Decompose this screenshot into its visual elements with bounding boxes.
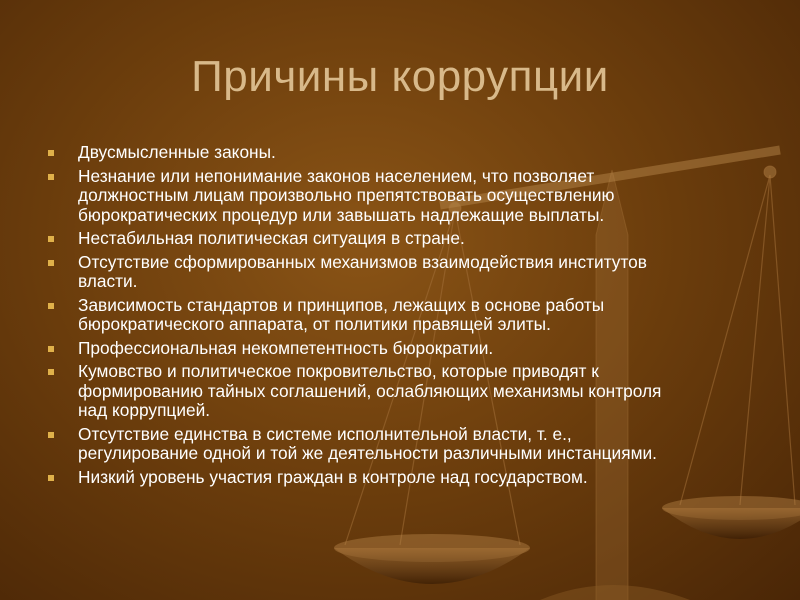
cause-item <box>48 468 760 488</box>
cause-text-line: Профессиональная некомпетентность бюрократии. <box>78 337 494 358</box>
cause-text-line: регулирование одной и той же деятельности различными инстанциями. <box>78 443 657 463</box>
cause-text-line: должностным лицам произвольно препятствовать осуществлению <box>78 185 615 205</box>
cause-item <box>48 296 760 335</box>
bullet-square-icon <box>48 432 54 438</box>
bullet-square-icon <box>48 260 54 266</box>
cause-text-line: бюрократического аппарата, от политики правящей элиты. <box>78 314 551 334</box>
bullet-square-icon <box>48 369 54 375</box>
cause-item <box>48 425 760 464</box>
cause-item <box>48 229 760 249</box>
cause-list <box>48 143 760 491</box>
cause-text-line: Двусмысленные законы. <box>78 142 276 162</box>
bullet-square-icon <box>48 236 54 242</box>
cause-text-line: власти. <box>78 271 138 291</box>
cause-text-line: формированию тайных соглашений, ослабляющих механизмы контроля <box>78 380 662 401</box>
cause-item <box>48 339 760 359</box>
cause-text-line: Зависимость стандартов и принципов, лежащих в основе работы <box>78 294 605 315</box>
bullet-square-icon <box>48 174 54 180</box>
cause-text-line: Низкий уровень участия граждан в контроле над государством. <box>78 466 588 487</box>
cause-text-line: Нестабильная политическая ситуация в стране. <box>78 228 465 248</box>
cause-item <box>48 253 760 292</box>
cause-text-line: Отсутствие сформированных механизмов взаимодействия институтов <box>78 251 647 272</box>
slide-title: Причины коррупции <box>191 52 609 101</box>
cause-text-line: бюрократических процедур или завышать надлежащие выплаты. <box>78 204 605 225</box>
cause-item <box>48 362 760 421</box>
cause-text-line: Отсутствие единства в системе исполнительной власти, т. е., <box>78 423 572 444</box>
cause-text-line: над коррупцией. <box>78 400 211 420</box>
bullet-square-icon <box>48 150 54 156</box>
bullet-square-icon <box>48 475 54 481</box>
bullet-square-icon <box>48 303 54 309</box>
cause-item <box>48 167 760 226</box>
bullet-square-icon <box>48 346 54 352</box>
cause-text-line: Незнание или непонимание законов населением, что позволяет <box>78 165 595 186</box>
cause-text-line: Кумовство и политическое покровительство, которые приводят к <box>78 361 599 381</box>
cause-item <box>48 143 760 163</box>
